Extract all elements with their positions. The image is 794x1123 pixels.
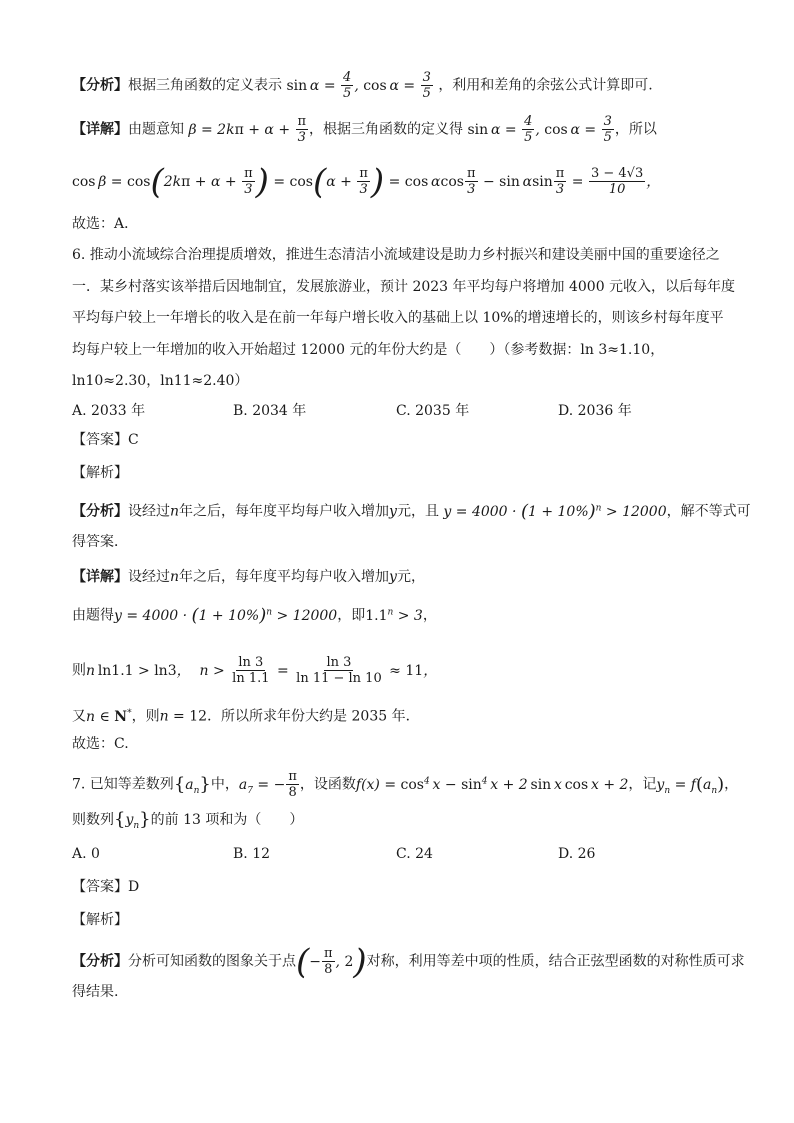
q6-answer: 【答案】C [72, 432, 139, 448]
q7-stem-line-2 [72, 810, 732, 836]
formula-fx: $f(x) = \cos^4 x - \sin^4 x + 2$ sin x cos x + 2 [355, 775, 629, 793]
text: 由题得 [72, 607, 114, 624]
formula-beta: β = 2kπ + α + $\frac{\pi}{3}$ [188, 114, 307, 145]
text: 设经过 [128, 569, 170, 585]
text: 根据三角函数的定义表示 [128, 77, 282, 94]
formula-sin-alpha: sin α = $\frac{4}{5}$ , cos α = $\frac{3}{5}$ [286, 70, 431, 101]
q6-stem-line-4: 均每户较上一年增加的收入开始超过 12000 元的年份大约是（ ）（参考数据：ln 3≈1.10， [72, 342, 665, 358]
formula-an: $\{a_n\}$ [173, 773, 211, 796]
q6-option-c: C. 2035 年 [396, 403, 470, 419]
q6-detail-line-3 [72, 655, 732, 686]
q7-stem-line-1: 7. 已知等差数列$\{a_n\}$中，$a_7$ = − $\frac{\pi}{8}$ ，设函数$f(x) = \cos^4 x - \sin^4 x + 2$ sin x cos x + 2，记$y_n = f(a_n)$， [72, 769, 739, 800]
formula-pow: $1.1^n > 3$ [365, 607, 423, 624]
formula-yn-seq: $\{y_n\}$ [114, 809, 151, 831]
q6-detail-line-2: 由题得$y = 4000 \cdot (1 + 10\%)^n > 12000$，即$1.1^n > 3$， [72, 604, 437, 626]
formula-yn: $y_n = f(a_n)$ [656, 773, 725, 796]
text: ，解不等式可 [666, 503, 751, 520]
q7-option-d: D. 26 [558, 846, 596, 862]
text: 由题意知 [128, 121, 184, 138]
text: ．所以所求年份大约是 2035 年． [207, 708, 420, 725]
q6-option-b: B. 2034 年 [233, 403, 307, 419]
text: 年之后，每年度平均每户收入增加 [179, 569, 390, 585]
analysis-tag: 【分析】 [72, 953, 128, 970]
text: ，设函数 [299, 776, 356, 793]
q7-analysis-line-1 [72, 941, 745, 982]
text: ，利用和差角的余弦公式计算即可. [438, 77, 653, 94]
formula-cos-beta: cos β = cos(2kπ + α + $\frac{\pi}{3}$ ) = cos(α + $\frac{\pi}{3}$ ) = cos αcos $\frac{\pi}{3}$ − sin αsin $\frac{\pi}{3}$ = $\frac{3 - 4√3}{10}$ ， [72, 161, 661, 202]
analysis-tag: 【分析】 [72, 503, 128, 520]
q6-detail-line-1: 【详解】设经过n年之后，每年度平均每户收入增加y元， [72, 569, 425, 585]
formula-sin-cos: sin α = $\frac{4}{5}$ , cos α = $\frac{3}{5}$ [467, 114, 612, 145]
q7-option-a: A. 0 [72, 846, 100, 862]
detail-tag: 【详解】 [72, 121, 128, 138]
text: 设经过 [128, 503, 170, 520]
q6-stem-line-5: ln10≈2.30，ln11≈2.40） [72, 373, 249, 389]
q6-stem-line-1: 6. 推动小流域综合治理提质增效，推进生态清洁小流域建设是助力乡村振兴和建设美丽中国的重要途径之 [72, 247, 720, 263]
text: 元，且 [396, 503, 439, 520]
text: 年之后，每年度平均每户收入增加 [179, 503, 390, 520]
text: ，所以 [614, 121, 657, 138]
q7-answer: 【答案】D [72, 879, 140, 895]
formula-n-12: n = 12 [159, 708, 208, 725]
text: 的前 13 项和为（ ） [150, 812, 304, 828]
text: ，即 [337, 607, 366, 624]
q6-option-a: A. 2033 年 [72, 403, 146, 419]
q6-choice: 故选：C. [72, 736, 129, 752]
text: ，根据三角函数的定义得 [309, 121, 464, 138]
text: 元， [396, 569, 425, 585]
text: 7. 已知等差数列 [72, 776, 174, 793]
formula-point: (− $\frac{\pi}{8}$ , 2) [296, 941, 367, 982]
formula-ln: n ln1.1 > ln3， n > $\frac{\ln 3}{\ln 1.1}$ = $\frac{\ln 3}{\ln 11 - \ln 10}$ ≈ 11， [86, 655, 438, 686]
text: 分析可知函数的图象关于点 [128, 953, 296, 970]
text: 中， [210, 776, 239, 793]
q7-option-b: B. 12 [233, 846, 271, 862]
detail-tag: 【详解】 [72, 569, 128, 585]
q7-jiexi: 【解析】 [72, 912, 128, 928]
text: 则数列 [72, 812, 114, 828]
text: 对称，利用等差中项的性质，结合正弦型函数的对称性质可求 [366, 953, 745, 970]
choice-line-5: 故选：A． [72, 216, 139, 232]
q6-detail-line-4 [72, 703, 732, 727]
q6-jiexi: 【解析】 [72, 465, 128, 481]
formula-cos-beta-line [72, 161, 732, 202]
q6-stem-line-3: 平均每户较上一年增长的收入是在前一年每户增长收入的基础上以 10%的增速增长的，则该乡村每年度平 [72, 310, 724, 326]
formula-y: $y = 4000 \cdot (1 + 10\%)^n > 12000$ [114, 604, 338, 626]
q6-stem-line-2: 一．某乡村落实该举措后因地制宜，发展旅游业，预计 2023 年平均每户将增加 4000 元收入，以后每年度 [72, 279, 736, 295]
analysis-line-5 [72, 70, 732, 101]
q7-option-c: C. 24 [396, 846, 433, 862]
text: 又 [72, 708, 86, 725]
text: ，记 [628, 776, 657, 793]
q7-analysis-line-2: 得结果. [72, 984, 119, 1000]
q6-analysis-line-1: 【分析】设经过n年之后，每年度平均每户收入增加y元，且 $y = 4000 \cdot (1 + 10\%)^n > 12000$，解不等式可 [72, 500, 751, 522]
detail-line-5 [72, 114, 732, 145]
text: 则 [72, 662, 86, 679]
formula-inequality: $y = 4000 \cdot (1 + 10\%)^n > 12000$ [443, 500, 667, 522]
text: ，则 [131, 708, 160, 725]
q6-option-d: D. 2036 年 [558, 403, 632, 419]
analysis-tag: 【分析】 [72, 77, 128, 94]
q6-analysis-line-2: 得答案． [72, 534, 128, 550]
formula-a7: $a_7$ = − $\frac{\pi}{8}$ [238, 769, 297, 800]
formula-n-in-n: n ∈ N* [86, 708, 132, 725]
